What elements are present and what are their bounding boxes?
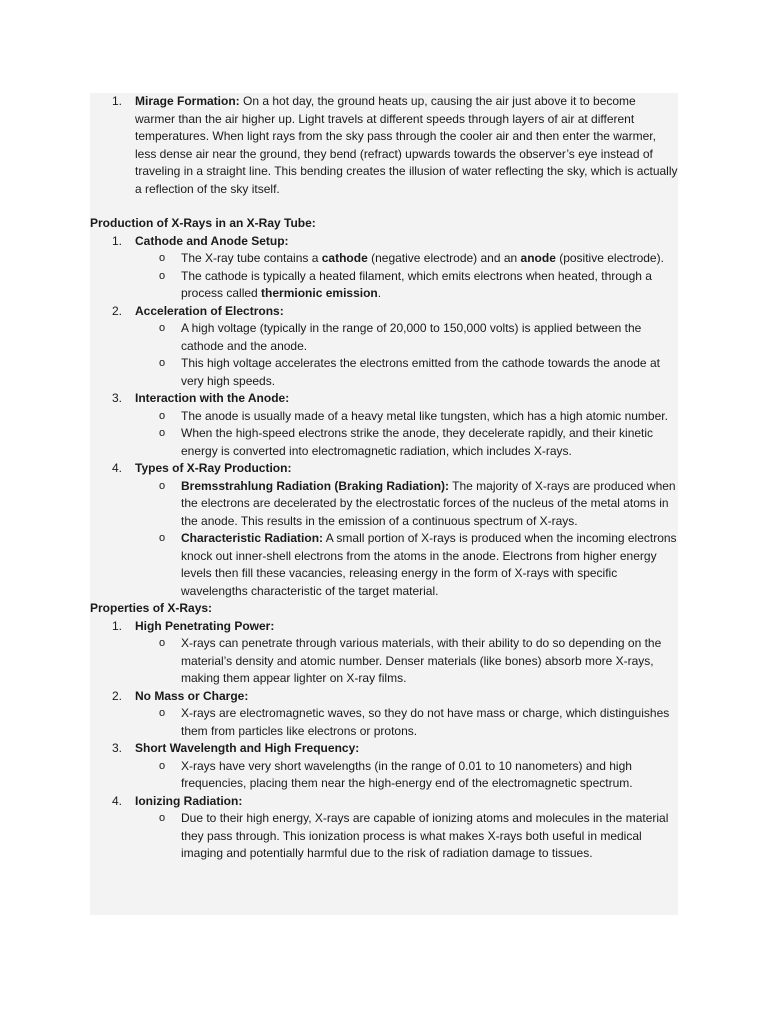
bullet-text: The X-ray tube contains a	[181, 251, 322, 265]
bullet-marker-icon: o	[159, 252, 166, 264]
bullet-text: A small portion of X-rays is produced when the incoming electrons knock out inner-shell electrons from the atoms in the anode. Electrons from higher energy levels then fill these vacancies, releasing energy in the form of X-rays with specific wavelengths characteristic of the target material.	[181, 531, 677, 598]
bullet-list	[90, 478, 678, 601]
bullet-list	[90, 320, 678, 390]
bullet-list	[90, 250, 678, 303]
bullet-text: A high voltage (typically in the range of 20,000 to 150,000 volts) is applied between the cathode and the anode.	[181, 321, 642, 353]
bold-term: thermionic emission	[261, 286, 378, 300]
bullet-text: The anode is usually made of a heavy metal like tungsten, which has a high atomic number.	[181, 408, 668, 423]
production-section	[90, 215, 678, 600]
bullet-item	[90, 635, 678, 688]
bullet-marker-icon: o	[159, 707, 166, 719]
item-title: Mirage Formation:	[135, 94, 240, 108]
bold-term: anode	[520, 251, 556, 265]
bullet-marker-icon: o	[159, 427, 166, 439]
bullet-item	[90, 425, 678, 460]
bullet-item	[90, 355, 678, 390]
mirage-item	[90, 93, 678, 198]
document-content	[90, 93, 678, 863]
bullet-item	[90, 758, 678, 793]
properties-list	[90, 618, 678, 863]
paragraph-gap	[90, 198, 678, 215]
bullet-list	[90, 635, 678, 688]
bullet-marker-icon: o	[159, 637, 166, 649]
section-heading: Production of X-Rays in an X-Ray Tube:	[90, 216, 316, 230]
bullet-marker-icon: o	[159, 812, 166, 824]
bullet-marker-icon: o	[159, 532, 166, 544]
bullet-list	[90, 810, 678, 863]
list-number: 1.	[112, 94, 123, 108]
item-title: No Mass or Charge:	[135, 688, 249, 703]
numbered-item	[90, 740, 678, 758]
item-title: Short Wavelength and High Frequency:	[135, 741, 360, 755]
bullet-text: .	[377, 286, 382, 300]
section-heading: Properties of X-Rays:	[90, 601, 213, 615]
item-title: Acceleration of Electrons:	[135, 303, 284, 318]
numbered-item	[90, 233, 678, 251]
bullet-text: The majority of X-rays are produced when the electrons are decelerated by the electrostatic forces of the nucleus of the metal atoms in the anode. This results in the emission of a continuous spectrum of X-rays.	[181, 478, 676, 528]
item-title: High Penetrating Power:	[135, 618, 275, 633]
list-number: 4.	[112, 793, 123, 808]
bullet-list	[90, 758, 678, 793]
list-number: 2.	[112, 688, 123, 703]
list-number: 3.	[112, 391, 123, 405]
list-number: 1.	[112, 233, 123, 248]
bullet-text: X-rays can penetrate through various materials, with their ability to do so depending on the material’s density and atomic number. Denser materials (like bones) absorb more X-rays, making them appear lighter on X-ray films.	[181, 636, 662, 685]
list-number: 2.	[112, 303, 123, 318]
bullet-text: When the high-speed electrons strike the anode, they decelerate rapidly, and their kinetic energy is converted into electromagnetic radiation, which includes X-rays.	[181, 426, 654, 458]
production-list	[90, 233, 678, 601]
bullet-text: The cathode is typically a heated filament, which emits electrons when heated, through a process called	[181, 268, 652, 300]
bullet-text: X-rays are electromagnetic waves, so they do not have mass or charge, which distinguishes them from particles like electrons or protons.	[181, 706, 670, 738]
item-title: Interaction with the Anode:	[135, 391, 290, 405]
bullet-item	[90, 705, 678, 740]
numbered-item	[90, 793, 678, 811]
numbered-item	[90, 618, 678, 636]
list-number: 3.	[112, 741, 123, 755]
bullet-marker-icon: o	[159, 322, 166, 334]
list-number: 1.	[112, 618, 123, 633]
numbered-item	[90, 303, 678, 321]
bold-term: Characteristic Radiation:	[181, 531, 324, 545]
bullet-text: (positive electrode).	[555, 251, 664, 265]
bullet-item	[90, 810, 678, 863]
bullet-marker-icon: o	[159, 357, 166, 369]
item-title: Cathode and Anode Setup:	[135, 233, 289, 248]
properties-section	[90, 600, 678, 863]
bullet-list	[90, 705, 678, 740]
numbered-item	[90, 460, 678, 478]
bullet-item	[90, 478, 678, 531]
bullet-text: (negative electrode) and an	[367, 251, 521, 265]
bullet-item	[90, 268, 678, 303]
bullet-text: Due to their high energy, X-rays are capable of ionizing atoms and molecules in the material they pass through. This ionization process is what makes X-rays both useful in medical imaging and potentially harmful due to the risk of radiation damage to tissues.	[181, 811, 669, 860]
item-title: Ionizing Radiation:	[135, 793, 243, 808]
bullet-marker-icon: o	[159, 269, 166, 282]
bold-term: cathode	[321, 251, 368, 265]
numbered-item	[90, 688, 678, 706]
bullet-marker-icon: o	[159, 759, 166, 772]
bullet-item	[90, 320, 678, 355]
item-title: Types of X-Ray Production:	[135, 461, 292, 475]
bullet-marker-icon: o	[159, 409, 166, 422]
bold-term: Bremsstrahlung Radiation (Braking Radiation):	[181, 478, 450, 493]
bullet-text: This high voltage accelerates the electrons emitted from the cathode towards the anode at very high speeds.	[181, 356, 660, 388]
bullet-item	[90, 408, 678, 426]
bullet-list	[90, 408, 678, 461]
numbered-item	[90, 390, 678, 408]
bullet-marker-icon: o	[159, 479, 166, 492]
item-text: On a hot day, the ground heats up, causing the air just above it to become warmer than the air higher up. Light travels at different speeds through layers of air at different temperatures. When light rays from the sky pass through the cooler air and then enter the warmer, less dense air near the ground, they bend (refract) upwards towards the observer’s eye instead of traveling in a straight line. This bending creates the illusion of water reflecting the sky, which is actually a reflection of the sky itself.	[135, 94, 678, 196]
bullet-text: X-rays have very short wavelengths (in the range of 0.01 to 10 nanometers) and high frequencies, placing them near the high-energy end of the electromagnetic spectrum.	[181, 758, 633, 790]
list-number: 4.	[112, 461, 123, 475]
bullet-item	[90, 530, 678, 600]
bullet-item	[90, 250, 678, 268]
